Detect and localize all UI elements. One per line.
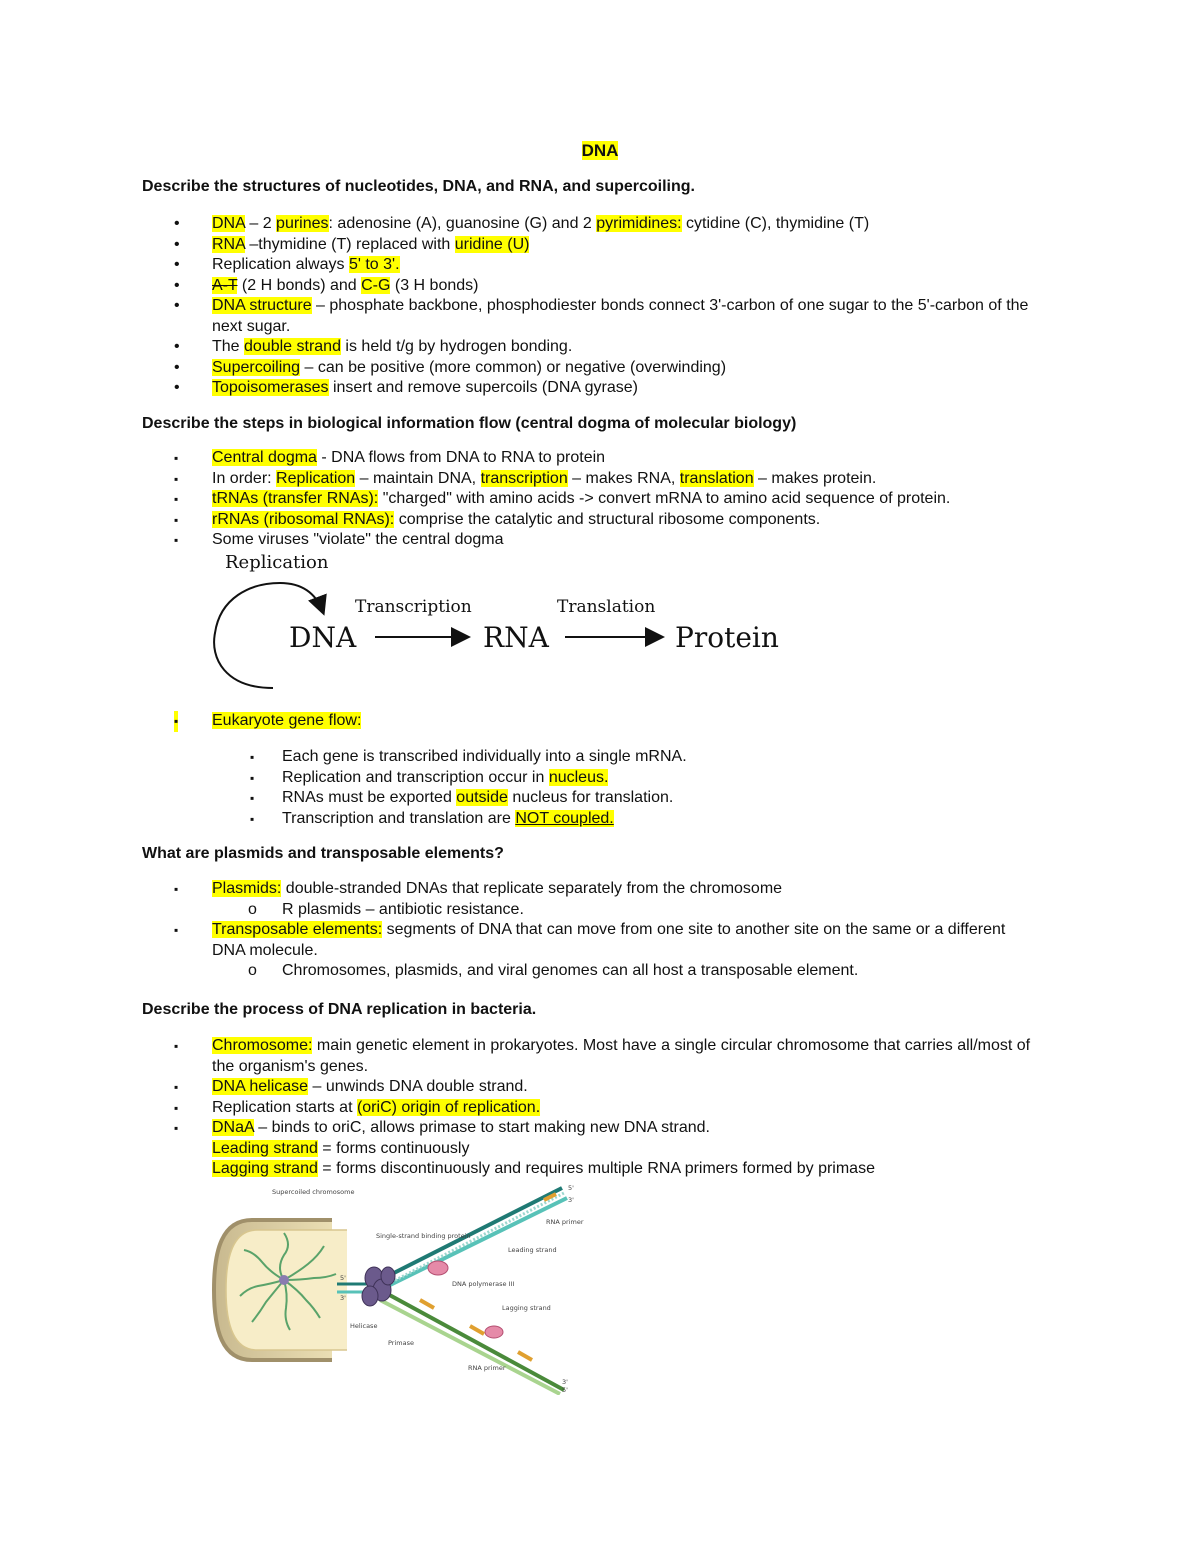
replication-label: Replication — [225, 552, 329, 573]
eukaryote-list — [142, 711, 1042, 732]
primase-label: Primase — [388, 1339, 414, 1347]
list-item: ▪ Chromosome: main genetic element in prokaryotes. Most have a single circular chromosome that carries all/most of the organism's genes. — [174, 1037, 1031, 1075]
list-item: ▪ Replication and transcription occur in nucleus. — [250, 768, 609, 786]
list-item: ▪ Eukaryote gene flow: — [142, 711, 1042, 732]
list-item: ▪ DNaA – binds to oriC, allows primase to start making new DNA strand. — [174, 1119, 710, 1136]
eukaryote-sublist — [142, 747, 1042, 829]
rna-primer-bottom-label: RNA primer — [468, 1364, 506, 1372]
list-item: • Topoisomerases insert and remove supercoils (DNA gyrase) — [174, 379, 638, 396]
list-item: • Supercoiling – can be positive (more common) or negative (overwinding) — [174, 358, 727, 376]
list-item: ▪ rRNAs (ribosomal RNAs): comprise the catalytic and structural ribosome components. — [174, 510, 821, 528]
five-prime-left-label: 5' — [340, 1274, 346, 1282]
central-dogma-list — [142, 448, 1042, 551]
list-item: • Replication always 5' to 3'. — [174, 256, 400, 273]
ssb-label: Single-strand binding protein — [376, 1232, 471, 1240]
rna-label: RNA — [483, 621, 549, 654]
three-prime-label: 3' — [568, 1196, 574, 1204]
list-item: • RNA –thymidine (T) replaced with uridine (U) — [174, 235, 530, 253]
rna-primer-top-label: RNA primer — [546, 1218, 584, 1226]
list-item: ▪ tRNAs (transfer RNAs): "charged" with amino acids -> convert mRNA to amino acid sequence of protein. — [174, 490, 951, 507]
list-item: ▪ Plasmids: double-stranded DNAs that replicate separately from the chromosome — [174, 880, 783, 897]
plasmids-list — [142, 879, 1042, 982]
five-prime-bottom-label: 5' — [562, 1386, 568, 1394]
five-prime-label: 5' — [568, 1184, 574, 1192]
list-item: Lagging strand = forms discontinuously and requires multiple RNA primers formed by primase — [212, 1160, 875, 1177]
origin-dot — [279, 1275, 289, 1285]
list-item: ▪ Transposable elements: segments of DNA that can move from one site to another site on the same or a different DNA molecule. — [174, 921, 1006, 959]
three-prime-bottom-label: 3' — [562, 1378, 568, 1386]
translation-label: Translation — [557, 597, 656, 617]
protein-label: Protein — [675, 621, 779, 654]
section-heading-central-dogma: Describe the steps in biological information flow (central dogma of molecular biology) — [142, 415, 797, 432]
list-item: o Chromosomes, plasmids, and viral genomes can all host a transposable element. — [248, 962, 859, 979]
dna-pol-label: DNA polymerase III — [452, 1280, 515, 1288]
dna-label: DNA — [289, 621, 357, 654]
lagging-strand-label: Lagging strand — [502, 1304, 551, 1312]
list-item: ▪ Some viruses "violate" the central dogma — [174, 531, 504, 548]
dna-polymerase-icon — [428, 1261, 448, 1275]
transcription-label: Transcription — [355, 597, 472, 617]
list-item: ▪ Central dogma - DNA flows from DNA to RNA to protein — [174, 449, 606, 466]
list-item: • A-T (2 H bonds) and C-G (3 H bonds) — [174, 276, 479, 294]
replication-fork-figure — [212, 1180, 592, 1395]
list-item: ▪ Transcription and translation are NOT coupled. — [250, 809, 614, 827]
section-heading-structures: Describe the structures of nucleotides, DNA, and RNA, and supercoiling. — [142, 178, 695, 195]
helicase-label: Helicase — [350, 1322, 378, 1330]
replication-list — [142, 1036, 1042, 1180]
section-heading-plasmids: What are plasmids and transposable elements? — [142, 845, 504, 862]
helicase-icon — [362, 1267, 395, 1306]
central-dogma-diagram — [205, 548, 785, 698]
list-item: ▪ Replication starts at (oriC) origin of replication. — [174, 1098, 541, 1116]
list-item: Leading strand = forms continuously — [212, 1139, 470, 1157]
leading-strand-label: Leading strand — [508, 1246, 557, 1254]
section-heading-replication: Describe the process of DNA replication in bacteria. — [142, 1001, 537, 1018]
list-item: ▪ DNA helicase – unwinds DNA double strand. — [174, 1078, 528, 1095]
lagging-polymerase-icon — [485, 1326, 503, 1338]
structures-list — [142, 214, 1042, 399]
list-item: ▪ RNAs must be exported outside nucleus for translation. — [250, 789, 674, 806]
page-title: DNA — [581, 141, 619, 160]
list-item: • DNA – 2 purines: adenosine (A), guanosine (G) and 2 pyrimidines: cytidine (C), thymidine (T) — [174, 215, 870, 232]
supercoiled-label: Supercoiled chromosome — [272, 1188, 355, 1196]
list-item: o R plasmids – antibiotic resistance. — [248, 900, 524, 918]
three-prime-left-label: 3' — [340, 1294, 346, 1302]
list-item: • DNA structure – phosphate backbone, phosphodiester bonds connect 3'-carbon of one sugar to the 5'-carbon of the next sugar. — [174, 297, 1029, 335]
list-item: • The double strand is held t/g by hydrogen bonding. — [174, 338, 573, 355]
list-item: ▪ In order: Replication – maintain DNA, transcription – makes RNA, translation – makes protein. — [174, 469, 877, 487]
list-item: ▪ Each gene is transcribed individually into a single mRNA. — [250, 748, 687, 765]
